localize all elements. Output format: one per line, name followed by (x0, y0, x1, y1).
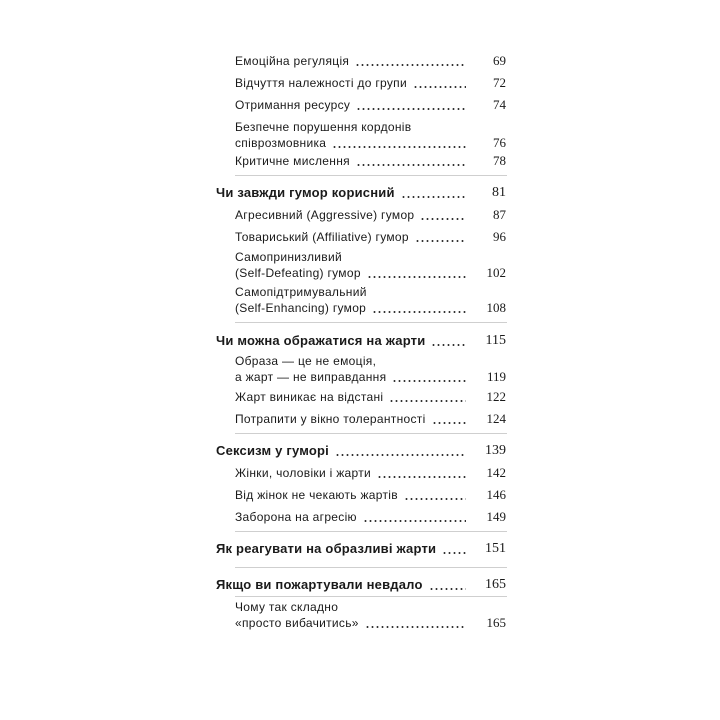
page-number: 78 (493, 153, 506, 168)
section-divider (235, 596, 507, 597)
dot-leader (420, 216, 466, 222)
dot-leader (415, 238, 466, 244)
page-number: 139 (485, 443, 506, 458)
dot-leader (372, 309, 466, 315)
toc-entry-title: Чи завжди гумор корисний (216, 185, 395, 200)
toc-entry-title: Потрапити у вікно толерантності (235, 412, 426, 426)
dot-leader (442, 550, 466, 556)
toc-entry-title: Самопідтримувальний (235, 285, 367, 299)
dot-leader (356, 106, 466, 112)
dot-leader (404, 496, 466, 502)
page-number: 122 (486, 389, 506, 404)
dot-leader (389, 398, 466, 404)
dot-leader (367, 274, 466, 280)
toc-entry-title: Самопринизливий (235, 250, 342, 264)
page-number: 151 (485, 541, 506, 556)
section-divider (235, 175, 507, 176)
toc-entry-title: Критичне мислення (235, 154, 350, 168)
dot-leader (365, 624, 466, 630)
dot-leader (363, 518, 466, 524)
section-divider (235, 322, 507, 323)
toc-entry-title: Жарт виникає на відстані (235, 390, 384, 404)
dot-leader (377, 474, 466, 480)
toc-entry-title: Агресивний (Aggressive) гумор (235, 208, 415, 222)
page-number: 142 (486, 465, 506, 480)
page-number: 81 (492, 185, 506, 200)
dot-leader (332, 144, 466, 150)
toc-entry-title: (Self-Enhancing) гумор (235, 301, 367, 315)
page-number: 115 (485, 333, 506, 348)
page-number: 69 (493, 53, 506, 68)
toc-entry-title: Сексизм у гуморі (216, 443, 329, 458)
page-number: 87 (493, 207, 506, 222)
page-number: 124 (486, 411, 506, 426)
dot-leader (335, 452, 466, 458)
page-number: 72 (493, 75, 506, 90)
page-number: 165 (485, 577, 506, 592)
dot-leader (431, 342, 466, 348)
toc-entry-title: співрозмовника (235, 136, 327, 150)
section-divider (235, 433, 507, 434)
page-number: 149 (486, 509, 506, 524)
dot-leader (355, 62, 466, 68)
page-number: 146 (486, 487, 506, 502)
page-number: 96 (493, 229, 506, 244)
dot-leader (429, 586, 466, 592)
section-divider (235, 531, 507, 532)
dot-leader (401, 194, 466, 200)
dot-leader (413, 84, 466, 90)
toc-entry-title: «просто вибачитись» (235, 616, 359, 630)
dot-leader (392, 378, 466, 384)
toc-entry-title: Емоційна регуляція (235, 54, 350, 68)
toc-entry-title: Заборона на агресію (235, 510, 357, 524)
page-number: 165 (486, 615, 506, 630)
section-divider (235, 567, 507, 568)
dot-leader (432, 420, 466, 426)
toc-entry-title: Як реагувати на образливі жарти (216, 541, 437, 556)
toc-entry-title: Образа — це не емоція, (235, 354, 377, 368)
page-number: 102 (486, 265, 506, 280)
toc-entry-title: Товариський (Affiliative) гумор (235, 230, 409, 244)
toc-entry-title: Отримання ресурсу (235, 98, 351, 112)
dot-leader (356, 162, 466, 168)
page-number: 108 (486, 300, 506, 315)
toc-entry-title: Якщо ви пожартували невдало (216, 577, 423, 592)
toc-entry-title: Чи можна ображатися на жарти (216, 333, 426, 348)
toc-entry-title: Чому так складно (235, 600, 339, 614)
toc-entry-title: а жарт — не виправдання (235, 370, 387, 384)
toc-entry-title: Безпечне порушення кордонів (235, 120, 412, 134)
page-number: 76 (493, 135, 506, 150)
toc-entry-title: Від жінок не чекають жартів (235, 488, 398, 502)
toc-entry-title: (Self-Defeating) гумор (235, 266, 361, 280)
page-number: 119 (486, 369, 506, 384)
toc-entry-title: Жінки, чоловіки і жарти (235, 466, 372, 480)
page-number: 74 (493, 97, 506, 112)
toc-entry-title: Відчуття належності до групи (235, 76, 407, 90)
